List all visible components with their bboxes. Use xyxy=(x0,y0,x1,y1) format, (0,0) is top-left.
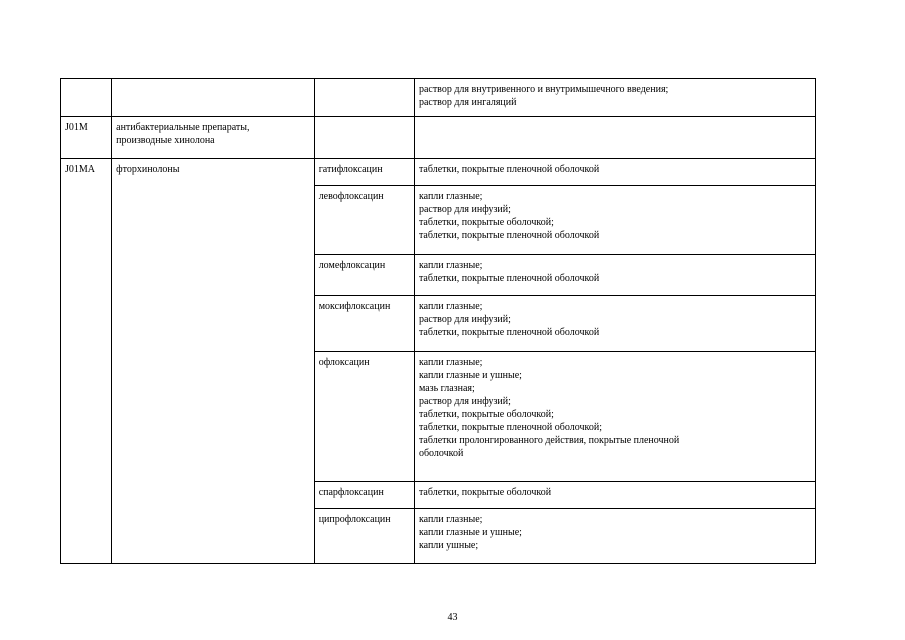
table-row xyxy=(61,117,816,159)
drug-name-cell: спарфлоксацин xyxy=(314,482,414,509)
group-name-cell: фторхинолоны xyxy=(112,159,315,564)
page-number: 43 xyxy=(447,612,458,623)
atc-code-cell: J01M xyxy=(61,117,112,159)
dosage-forms-cell: капли глазные; таблетки, покрытые пленочной оболочкой xyxy=(414,255,815,296)
dosage-forms-cell: раствор для внутривенного и внутримышечного введения; раствор для ингаляций xyxy=(414,79,815,117)
drug-name-cell xyxy=(314,117,414,159)
group-name-cell: антибактериальные препараты, производные хинолона xyxy=(112,117,315,159)
dosage-forms-cell: таблетки, покрытые оболочкой xyxy=(414,482,815,509)
table-row xyxy=(61,159,816,186)
dosage-forms-cell xyxy=(414,117,815,159)
drug-name-cell: левофлоксацин xyxy=(314,186,414,255)
atc-code-cell: J01MA xyxy=(61,159,112,564)
group-name-cell xyxy=(112,79,315,117)
dosage-forms-cell: капли глазные; раствор для инфузий; таблетки, покрытые пленочной оболочкой xyxy=(414,296,815,352)
dosage-forms-cell: капли глазные; капли глазные и ушные; мазь глазная; раствор для инфузий; таблетки, покрытые оболочкой; таблетки, покрытые пленочной оболочкой; таблетки пролонгированного действия, покрытые пленочной оболочкой xyxy=(414,352,815,482)
drug-name-cell: ломефлоксацин xyxy=(314,255,414,296)
drug-name-cell: офлоксацин xyxy=(314,352,414,482)
drug-name-cell xyxy=(314,79,414,117)
dosage-forms-cell: капли глазные; капли глазные и ушные; капли ушные; xyxy=(414,509,815,564)
drug-table xyxy=(60,78,816,564)
drug-name-cell: моксифлоксацин xyxy=(314,296,414,352)
dosage-forms-cell: капли глазные; раствор для инфузий; таблетки, покрытые оболочкой; таблетки, покрытые пленочной оболочкой xyxy=(414,186,815,255)
atc-code-cell xyxy=(61,79,112,117)
drug-name-cell: ципрофлоксацин xyxy=(314,509,414,564)
drug-name-cell: гатифлоксацин xyxy=(314,159,414,186)
dosage-forms-cell: таблетки, покрытые пленочной оболочкой xyxy=(414,159,815,186)
table-row xyxy=(61,79,816,117)
